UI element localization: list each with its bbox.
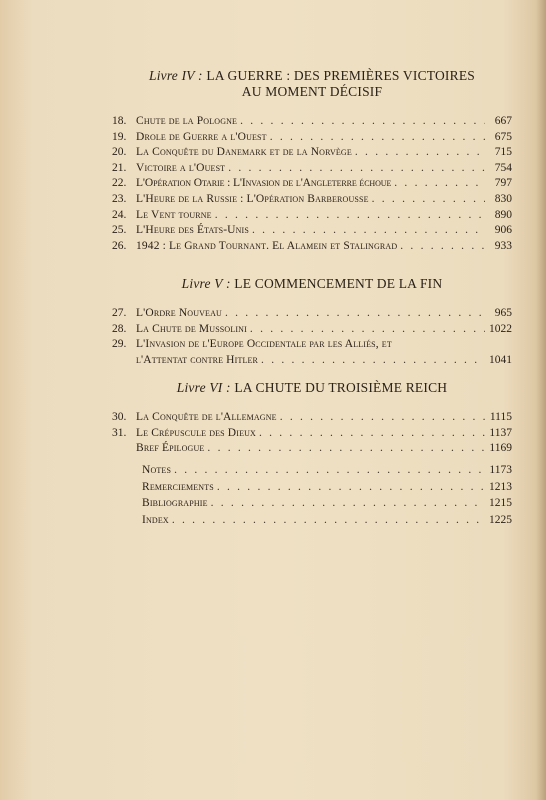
- entry-number: 28.: [112, 322, 127, 335]
- dot-leader: [228, 161, 485, 177]
- entry-page: 715: [494, 146, 512, 159]
- book-vi-label: Livre VI :: [176, 380, 231, 395]
- toc-entry: [112, 208, 512, 224]
- dot-leader: [355, 145, 485, 161]
- entry-title: L'Heure de la Russie : L'Opération Barberousse: [136, 192, 369, 205]
- entry-page: 1169: [489, 442, 512, 455]
- entry-title: Drole de Guerre a l'Ouest: [136, 130, 267, 143]
- entry-number: 26.: [112, 239, 127, 252]
- toc-entry: [112, 145, 512, 161]
- book-iv-title-line2: AU MOMENT DÉCISIF: [241, 84, 383, 99]
- toc-entry: [112, 306, 512, 322]
- entry-page: 1022: [489, 322, 512, 335]
- appendix-entry: [142, 479, 512, 496]
- entry-number: 30.: [112, 411, 127, 423]
- entry-page: 1215: [489, 497, 512, 509]
- entry-title: Le Vent tourne: [136, 208, 212, 221]
- entry-title: Bref Épilogue: [136, 442, 205, 455]
- entry-title: Index: [142, 513, 169, 526]
- entry-page: 830: [494, 192, 512, 205]
- book-iv-entries: [112, 114, 512, 254]
- entry-number: 19.: [112, 130, 127, 143]
- entry-title: Remerciements: [142, 480, 214, 493]
- entry-title: 1942 : Le Grand Tournant. El Alamein et Stalingrad: [136, 239, 398, 252]
- entry-page: 906: [494, 224, 512, 237]
- dot-leader: [207, 441, 485, 457]
- entry-title: Bibliographie: [142, 497, 208, 509]
- dot-leader: [394, 176, 485, 192]
- entry-page: 1115: [489, 411, 512, 423]
- entry-page: 1137: [489, 426, 512, 439]
- toc-entry: [112, 176, 512, 192]
- entry-page: 1225: [489, 513, 512, 526]
- book-v-entries: [112, 306, 512, 368]
- entry-number: 24.: [112, 208, 127, 221]
- entry-number: 27.: [112, 307, 127, 319]
- dot-leader: [211, 495, 485, 512]
- entry-title: La Conquête du Danemark et de la Norvège: [136, 146, 352, 159]
- appendix-entry: [142, 495, 512, 512]
- toc-entry: [112, 239, 512, 255]
- entry-number: 23.: [112, 192, 127, 205]
- entry-page: 675: [494, 130, 512, 143]
- dot-leader: [372, 192, 485, 208]
- toc-entry: [112, 223, 512, 239]
- entry-title: L'Invasion de l'Europe Occidentale par les Alliés, et: [136, 338, 392, 351]
- entry-page: 754: [494, 161, 512, 174]
- dot-leader: [172, 512, 485, 529]
- entry-title-continued: l'Attentat contre Hitler: [136, 353, 259, 366]
- book-v-heading: [112, 276, 512, 292]
- book-iv-title-line1: LA GUERRE : DES PREMIÈRES VICTOIRES: [206, 68, 475, 83]
- toc-entry: [112, 130, 512, 146]
- entry-number: 20.: [112, 146, 127, 159]
- toc-entry-epilogue: [112, 441, 512, 457]
- book-iv-label: Livre IV :: [149, 68, 203, 83]
- entry-title: L'Heure des États-Unis: [136, 224, 249, 237]
- entry-number: 18.: [112, 115, 127, 127]
- dot-leader: [215, 208, 485, 224]
- entry-number: 31.: [112, 426, 127, 439]
- entry-page: 667: [494, 115, 512, 127]
- dot-leader: [270, 130, 485, 146]
- entry-page: 933: [494, 239, 512, 252]
- appendix-section: [112, 462, 512, 528]
- dot-leader: [225, 306, 485, 322]
- appendix-entry: [142, 512, 512, 529]
- entry-title: Notes: [142, 464, 172, 476]
- entry-page: 1213: [489, 480, 512, 493]
- book-vi-entries: [112, 410, 512, 457]
- entry-title: L'Opération Otarie : L'Invasion de l'Angleterre échoue: [136, 177, 392, 190]
- entry-title: Victoire a l'Ouest: [136, 161, 226, 174]
- book-vi-title: LA CHUTE DU TROISIÈME REICH: [234, 380, 448, 395]
- entry-page: 890: [494, 208, 512, 221]
- dot-leader: [252, 223, 485, 239]
- entry-number: 21.: [112, 161, 127, 174]
- entry-page: 797: [494, 177, 512, 190]
- dot-leader: [400, 239, 485, 255]
- entry-number: 29.: [112, 338, 127, 351]
- entry-title: Chute de la Pologne: [136, 115, 238, 127]
- dot-leader: [217, 479, 485, 496]
- book-iv-heading: [112, 68, 512, 100]
- entry-page: 1041: [489, 353, 512, 366]
- dot-leader: [174, 462, 485, 479]
- appendix-entry: [142, 462, 512, 479]
- page-edge-shadow: [536, 0, 546, 800]
- entry-number: 25.: [112, 224, 127, 237]
- entry-page: 965: [494, 307, 512, 319]
- book-vi-section: [112, 380, 512, 457]
- toc-entry: [112, 322, 512, 338]
- toc-entry: [112, 192, 512, 208]
- entry-title: L'Ordre Nouveau: [136, 307, 222, 319]
- book-v-section: [112, 276, 512, 368]
- dot-leader: [250, 322, 485, 338]
- dot-leader: [240, 114, 485, 130]
- dot-leader: [280, 410, 485, 426]
- toc-entry: [112, 337, 512, 353]
- toc-entry: [112, 161, 512, 177]
- entry-page: 1173: [489, 464, 512, 476]
- toc-entry: [112, 426, 512, 442]
- book-v-label: Livre V :: [181, 276, 231, 291]
- toc-entry: [112, 114, 512, 130]
- dot-leader: [261, 353, 485, 369]
- book-iv-section: [112, 68, 512, 254]
- entry-number: 22.: [112, 177, 127, 190]
- toc-entry: [112, 410, 512, 426]
- toc-entry-continuation: [112, 353, 512, 369]
- book-v-title: LE COMMENCEMENT DE LA FIN: [234, 276, 443, 291]
- entry-title: Le Crépuscule des Dieux: [136, 426, 256, 439]
- dot-leader: [259, 426, 485, 442]
- book-vi-heading: [112, 380, 512, 396]
- entry-title: La Conquête de l'Allemagne: [136, 411, 277, 423]
- entry-title: La Chute de Mussolini: [136, 322, 247, 335]
